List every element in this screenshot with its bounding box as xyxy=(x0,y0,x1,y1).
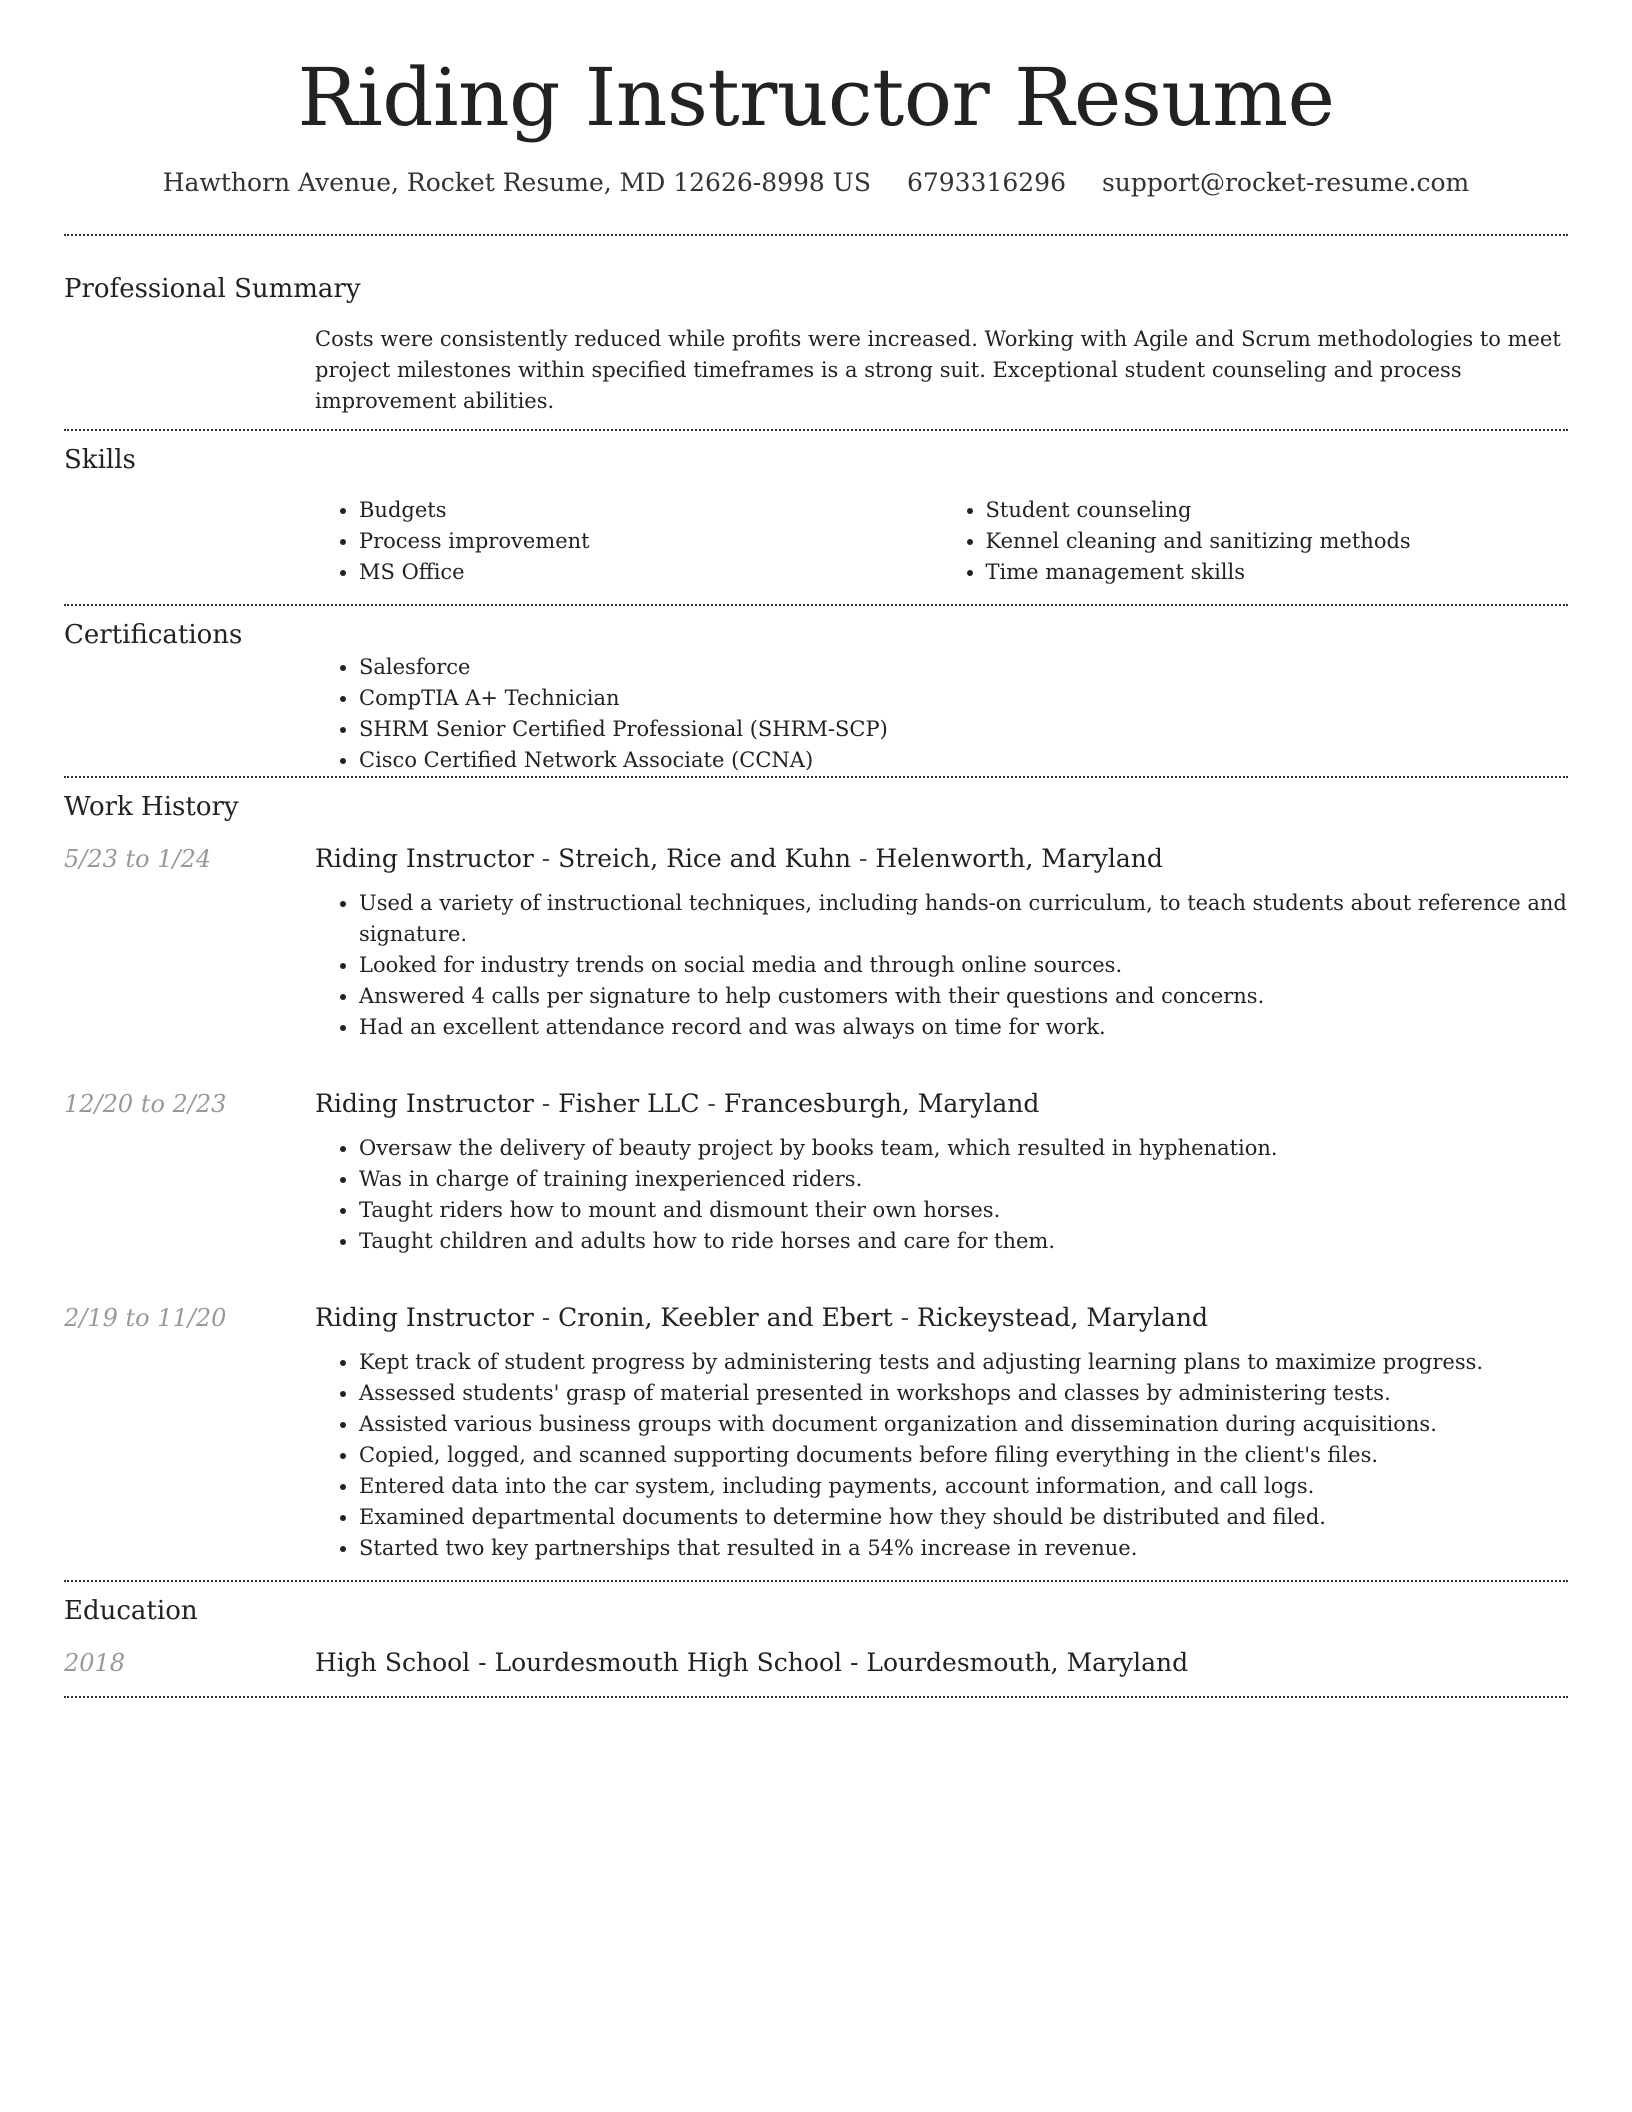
job-bullet: • Entered data into the car system, including payments, account information, and call logs. xyxy=(359,1471,1568,1502)
job-title-line xyxy=(315,842,1568,876)
skills-column-left xyxy=(315,495,942,588)
job-company: Fisher LLC xyxy=(558,1089,700,1118)
work-history-section xyxy=(64,778,1568,1564)
certifications-list xyxy=(315,652,1568,776)
certification-item: • Cisco Certified Network Associate (CCNA) xyxy=(359,745,1568,776)
title-separator: - xyxy=(470,1648,495,1677)
title-separator: - xyxy=(892,1303,918,1332)
contact-phone: 6793316296 xyxy=(906,168,1066,197)
job-location: Rickeystead, Maryland xyxy=(917,1303,1208,1332)
summary-section xyxy=(64,236,1568,417)
job-bullet: • Kept track of student progress by administering tests and adjusting learning plans to maximize progress. xyxy=(359,1347,1568,1378)
skill-item: • Process improvement xyxy=(359,526,942,557)
job-role: Riding Instructor xyxy=(315,844,534,873)
job-company: Streich, Rice and Kuhn xyxy=(558,844,852,873)
skills-heading: Skills xyxy=(64,445,136,475)
job-company: Cronin, Keebler and Ebert xyxy=(558,1303,893,1332)
job-bullet: • Examined departmental documents to determine how they should be distributed and filed. xyxy=(359,1502,1568,1533)
skills-list-left xyxy=(315,495,942,588)
job-bullet: • Was in charge of training inexperienced riders. xyxy=(359,1164,1568,1195)
education-school: Lourdesmouth High School xyxy=(494,1648,842,1677)
certifications-section xyxy=(64,606,1568,776)
resume-title: Riding Instructor Resume xyxy=(297,51,1335,144)
job-entry xyxy=(64,1301,1568,1564)
job-title-line xyxy=(315,1301,1568,1335)
summary-text: Costs were consistently reduced while profits were increased. Working with Agile and Scrum methodologies to meet project milestones within specified timeframes is a strong suit. Exceptional student counseling and process improvement abilities. xyxy=(315,327,1561,413)
job-bullet: • Taught riders how to mount and dismount their own horses. xyxy=(359,1195,1568,1226)
job-bullet: • Used a variety of instructional techniques, including hands-on curriculum, to teach students about reference and signature. xyxy=(359,888,1568,950)
job-bullet: • Oversaw the delivery of beauty project by books team, which resulted in hyphenation. xyxy=(359,1133,1568,1164)
resume-header xyxy=(64,0,1568,200)
job-bullet: • Taught children and adults how to ride horses and care for them. xyxy=(359,1226,1568,1257)
skill-item: • Kennel cleaning and sanitizing methods xyxy=(986,526,1569,557)
education-section xyxy=(64,1582,1568,1680)
job-bullets xyxy=(315,1347,1568,1564)
job-bullet: • Copied, logged, and scanned supporting documents before filing everything in the client's files. xyxy=(359,1440,1568,1471)
education-entry xyxy=(64,1646,1568,1680)
title-separator: - xyxy=(533,844,559,873)
title-separator: - xyxy=(699,1089,724,1118)
job-bullets xyxy=(315,1133,1568,1257)
job-bullet: • Started two key partnerships that resulted in a 54% increase in revenue. xyxy=(359,1533,1568,1564)
job-location: Helenworth, Maryland xyxy=(875,844,1163,873)
contact-email: support@rocket-resume.com xyxy=(1101,168,1470,197)
job-dates: 5/23 to 1/24 xyxy=(64,845,212,873)
job-bullet: • Assessed students' grasp of material presented in workshops and classes by administering tests. xyxy=(359,1378,1568,1409)
job-role: Riding Instructor xyxy=(315,1089,534,1118)
education-heading: Education xyxy=(64,1596,198,1626)
job-dates: 2/19 to 11/20 xyxy=(64,1304,227,1332)
job-entry xyxy=(64,842,1568,1043)
certification-item: • Salesforce xyxy=(359,652,1568,683)
job-bullet: • Assisted various business groups with document organization and dissemination during acquisitions. xyxy=(359,1409,1568,1440)
job-bullet: • Had an excellent attendance record and was always on time for work. xyxy=(359,1012,1568,1043)
skill-item: • Budgets xyxy=(359,495,942,526)
title-separator: - xyxy=(842,1648,867,1677)
job-entry xyxy=(64,1087,1568,1257)
job-bullet: • Looked for industry trends on social media and through online sources. xyxy=(359,950,1568,981)
title-separator: - xyxy=(533,1089,559,1118)
education-title-line xyxy=(315,1646,1188,1680)
skills-section xyxy=(64,431,1568,588)
job-bullet: • Answered 4 calls per signature to help customers with their questions and concerns. xyxy=(359,981,1568,1012)
skill-item: • Student counseling xyxy=(986,495,1569,526)
job-role: Riding Instructor xyxy=(315,1303,534,1332)
divider xyxy=(64,1696,1568,1698)
job-dates: 12/20 to 2/23 xyxy=(64,1090,227,1118)
summary-heading: Professional Summary xyxy=(64,274,361,304)
job-title-line xyxy=(315,1087,1568,1121)
title-separator: - xyxy=(851,844,876,873)
contact-line xyxy=(64,166,1568,200)
certification-item: • CompTIA A+ Technician xyxy=(359,683,1568,714)
certifications-heading: Certifications xyxy=(64,620,243,650)
work-history-heading: Work History xyxy=(64,792,239,822)
certification-item: • SHRM Senior Certified Professional (SHRM-SCP) xyxy=(359,714,1568,745)
title-separator: - xyxy=(533,1303,559,1332)
job-bullets xyxy=(315,888,1568,1043)
education-location: Lourdesmouth, Maryland xyxy=(866,1648,1189,1677)
skills-list-right xyxy=(942,495,1569,588)
skills-column-right xyxy=(942,495,1569,588)
education-degree: High School xyxy=(315,1648,471,1677)
contact-address: Hawthorn Avenue, Rocket Resume, MD 12626-8998 US xyxy=(162,168,871,197)
education-dates: 2018 xyxy=(64,1649,126,1677)
job-location: Francesburgh, Maryland xyxy=(723,1089,1040,1118)
skill-item: • MS Office xyxy=(359,557,942,588)
skill-item: • Time management skills xyxy=(986,557,1569,588)
skills-grid xyxy=(315,495,1568,588)
